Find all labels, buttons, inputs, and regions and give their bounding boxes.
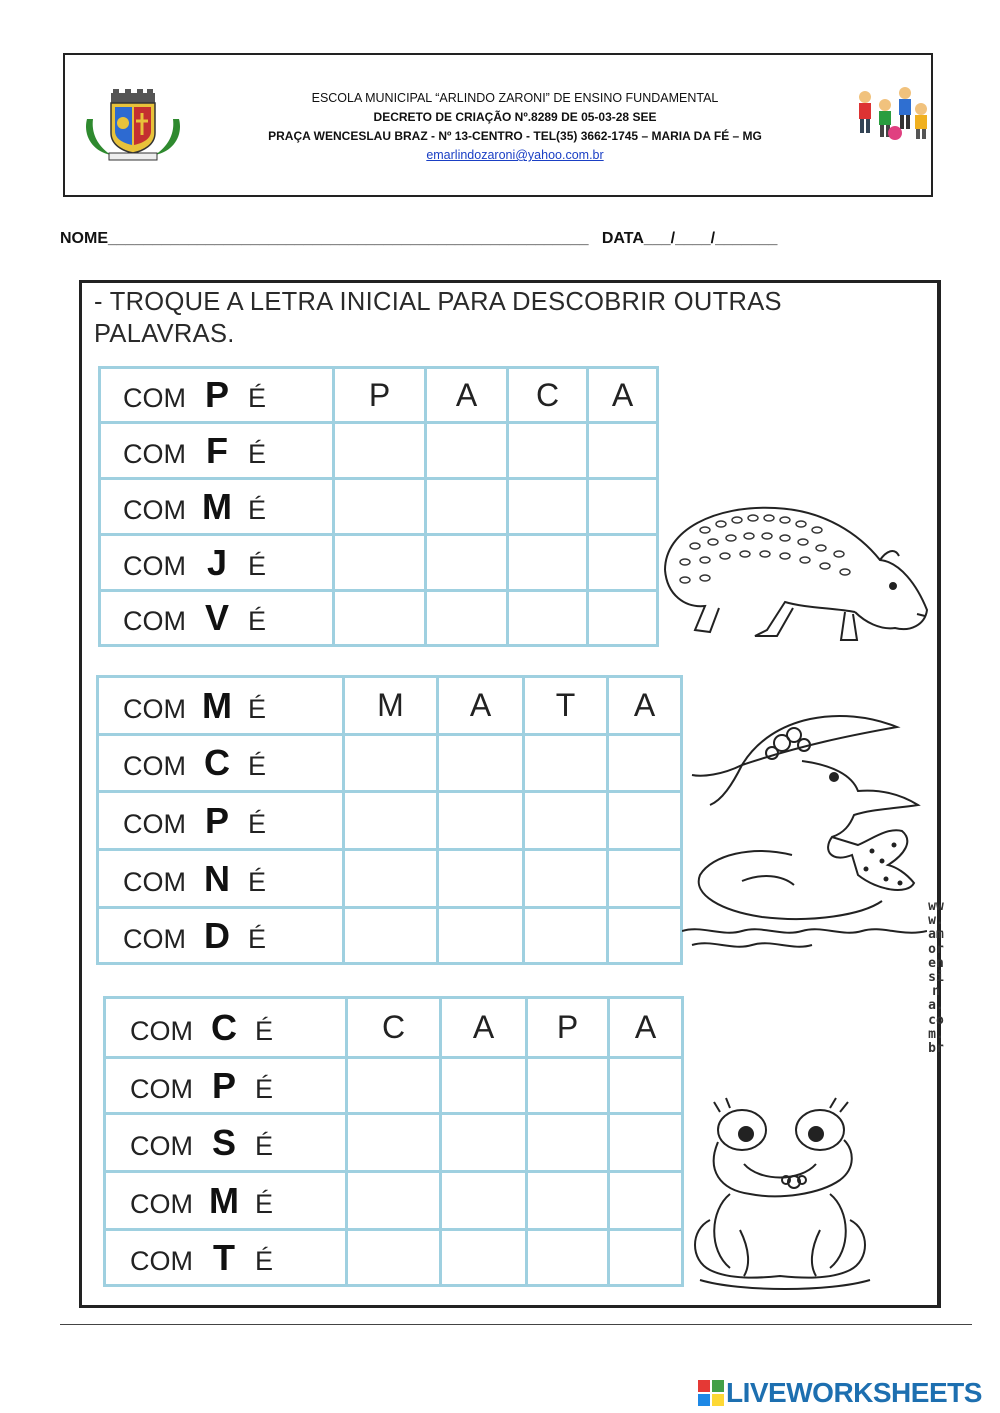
word-letter: A: [438, 677, 524, 735]
row-label: COM C É: [105, 998, 347, 1058]
answer-cell[interactable]: [608, 735, 682, 792]
answer-cell[interactable]: [347, 1114, 441, 1172]
municipal-crest-icon: [81, 89, 185, 161]
word-letter: A: [588, 368, 658, 423]
answer-cell[interactable]: [334, 535, 426, 591]
school-header: [63, 53, 933, 197]
row-label: COM P É: [105, 1058, 347, 1114]
website-watermark: www.amorensina.com.br: [928, 899, 944, 1057]
answer-cell[interactable]: [588, 423, 658, 479]
word-letter: T: [524, 677, 608, 735]
row-label: COM D É: [98, 908, 344, 964]
footer-rule: [60, 1324, 972, 1325]
answer-cell[interactable]: [334, 591, 426, 646]
word-letter: A: [609, 998, 683, 1058]
answer-cell[interactable]: [524, 792, 608, 850]
word-table-2: [96, 675, 683, 965]
paca-drawing-icon: [655, 490, 930, 650]
initial-letter: C: [211, 1006, 237, 1048]
row-label: COM N É: [98, 850, 344, 908]
initial-letter: N: [204, 857, 230, 899]
answer-cell[interactable]: [527, 1114, 609, 1172]
initial-letter: S: [211, 1121, 236, 1163]
row-label: COM T É: [105, 1230, 347, 1286]
answer-cell[interactable]: [609, 1230, 683, 1286]
initial-letter: P: [204, 799, 229, 841]
row-label: COM F É: [100, 423, 334, 479]
answer-cell[interactable]: [334, 479, 426, 535]
initial-letter: D: [204, 914, 230, 956]
answer-cell[interactable]: [508, 423, 588, 479]
word-letter: A: [441, 998, 527, 1058]
answer-cell[interactable]: [438, 850, 524, 908]
row-label: COM M É: [105, 1172, 347, 1230]
answer-cell[interactable]: [344, 908, 438, 964]
answer-cell[interactable]: [508, 591, 588, 646]
initial-letter: M: [209, 1179, 239, 1221]
word-letter: P: [334, 368, 426, 423]
instruction-text: - TROQUE A LETRA INICIAL PARA DESCOBRIR OUTRAS PALAVRAS.: [94, 288, 782, 348]
initial-letter: C: [204, 742, 230, 783]
answer-cell[interactable]: [527, 1058, 609, 1114]
word-letter: P: [527, 998, 609, 1058]
answer-cell[interactable]: [347, 1230, 441, 1286]
row-label: COM C É: [98, 735, 344, 792]
date-label: DATA: [601, 230, 644, 247]
answer-cell[interactable]: [344, 850, 438, 908]
answer-cell[interactable]: [524, 735, 608, 792]
row-label: COM M É: [100, 479, 334, 535]
initial-letter: M: [202, 485, 232, 527]
initial-letter: T: [213, 1236, 235, 1278]
frog-drawing-icon: [690, 1090, 880, 1295]
answer-cell[interactable]: [441, 1114, 527, 1172]
answer-cell[interactable]: [609, 1114, 683, 1172]
answer-cell[interactable]: [524, 850, 608, 908]
answer-cell[interactable]: [508, 535, 588, 591]
initial-letter: P: [204, 374, 229, 415]
answer-cell[interactable]: [588, 591, 658, 646]
answer-cell[interactable]: [527, 1230, 609, 1286]
answer-cell[interactable]: [438, 792, 524, 850]
word-letter: A: [426, 368, 508, 423]
answer-cell[interactable]: [588, 535, 658, 591]
initial-letter: F: [206, 429, 228, 471]
word-letter: M: [344, 677, 438, 735]
row-label: COM S É: [105, 1114, 347, 1172]
word-letter: C: [508, 368, 588, 423]
answer-cell[interactable]: [426, 479, 508, 535]
answer-cell[interactable]: [441, 1172, 527, 1230]
answer-cell[interactable]: [527, 1172, 609, 1230]
row-label: COM J É: [100, 535, 334, 591]
row-label: COM M É: [98, 677, 344, 735]
answer-cell[interactable]: [347, 1172, 441, 1230]
date-field[interactable]: ___/____/_______: [643, 230, 778, 247]
liveworksheets-wordmark: LIVEWORKSHEETS: [726, 1377, 982, 1408]
answer-cell[interactable]: [426, 535, 508, 591]
initial-letter: V: [204, 597, 229, 638]
row-label: COM P É: [98, 792, 344, 850]
initial-letter: P: [211, 1064, 236, 1106]
answer-cell[interactable]: [426, 423, 508, 479]
name-field[interactable]: ______________________________________________________: [108, 230, 589, 247]
word-table-1: [98, 366, 659, 647]
answer-cell[interactable]: [441, 1230, 527, 1286]
answer-cell[interactable]: [438, 735, 524, 792]
answer-cell[interactable]: [588, 479, 658, 535]
row-label: COM P É: [100, 368, 334, 423]
school-email-link[interactable]: emarlindozaroni@yahoo.com.br: [426, 148, 604, 162]
answer-cell[interactable]: [608, 908, 682, 964]
answer-cell[interactable]: [344, 792, 438, 850]
answer-cell[interactable]: [608, 792, 682, 850]
name-date-line: [60, 230, 777, 248]
answer-cell[interactable]: [334, 423, 426, 479]
name-label: NOME: [60, 230, 108, 247]
children-clipart-icon: [851, 83, 931, 143]
answer-cell[interactable]: [609, 1058, 683, 1114]
word-letter: A: [608, 677, 682, 735]
row-label: COM V É: [100, 591, 334, 646]
answer-cell[interactable]: [438, 908, 524, 964]
duck-with-hat-drawing-icon: [682, 705, 927, 955]
liveworksheets-logo-icon: [698, 1380, 724, 1406]
answer-cell[interactable]: [609, 1172, 683, 1230]
answer-cell[interactable]: [441, 1058, 527, 1114]
school-name: ESCOLA MUNICIPAL “ARLINDO ZARONI” DE ENSINO FUNDAMENTAL: [311, 91, 719, 105]
school-address: PRAÇA WENCESLAU BRAZ - Nº 13-CENTRO - TEL(35) 3662-1745 – MARIA DA FÉ – MG: [268, 129, 762, 143]
initial-letter: M: [202, 684, 232, 726]
answer-cell[interactable]: [347, 1058, 441, 1114]
answer-cell[interactable]: [344, 735, 438, 792]
liveworksheets-brand: [698, 1376, 982, 1410]
initial-letter: J: [206, 541, 228, 583]
answer-cell[interactable]: [508, 479, 588, 535]
answer-cell[interactable]: [426, 591, 508, 646]
word-letter: C: [347, 998, 441, 1058]
answer-cell[interactable]: [608, 850, 682, 908]
answer-cell[interactable]: [524, 908, 608, 964]
word-table-3: [103, 996, 684, 1287]
decree-text: DECRETO DE CRIAÇÃO Nº.8289 DE 05-03-28 SEE: [373, 110, 657, 124]
